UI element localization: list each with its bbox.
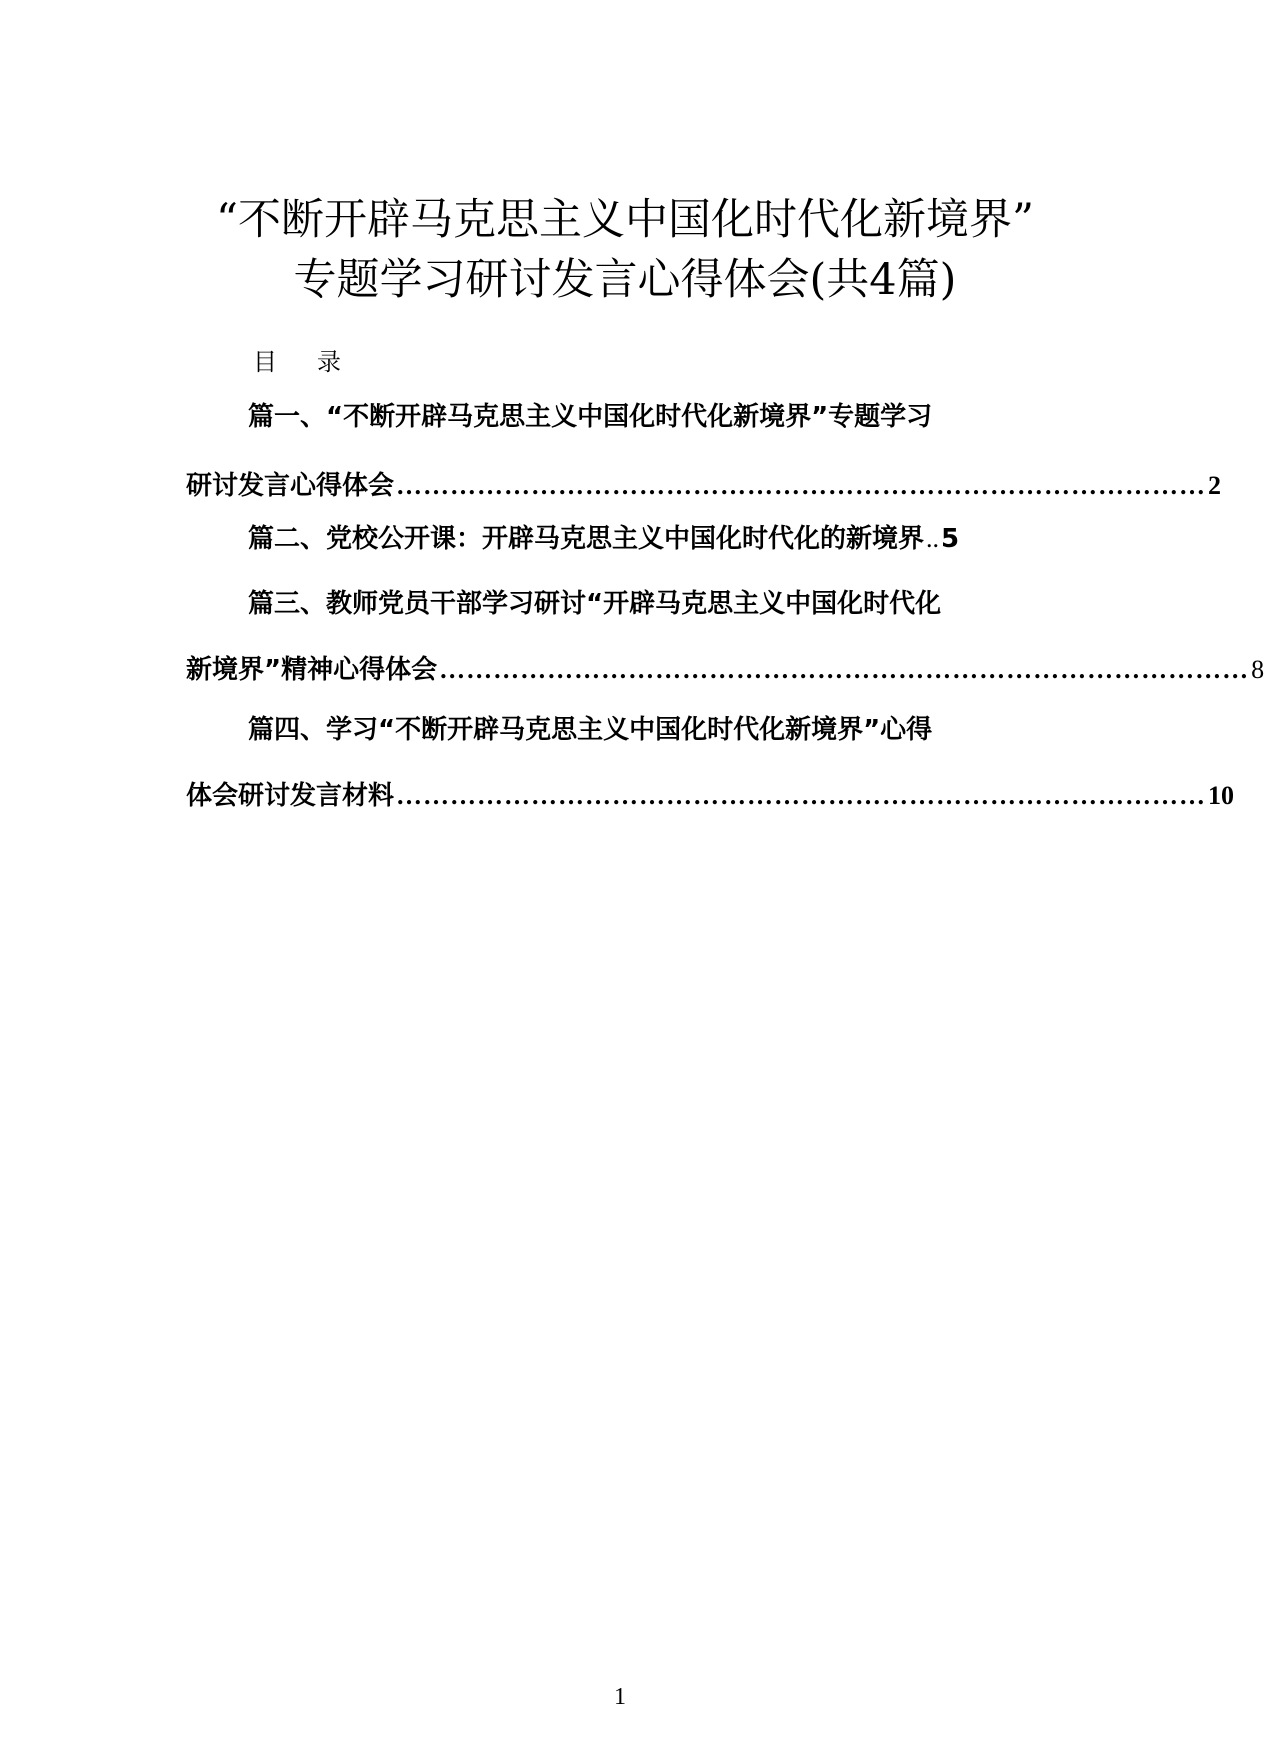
toc-entry-2-leader: .. bbox=[926, 524, 940, 553]
toc-entry-2-line-1[interactable] bbox=[248, 521, 1038, 557]
toc-entry-4-line-2[interactable] bbox=[186, 778, 1235, 814]
toc-entry-1-text: 研讨发言心得体会 bbox=[186, 471, 395, 501]
toc-entry-1-leader: ……………………………………………………………………………… bbox=[396, 471, 1207, 500]
toc-entry-4-line-1[interactable]: 篇四、学习“不断开辟马克思主义中国化时代化新境界”心得 bbox=[248, 715, 933, 745]
toc-entry-1-line-1[interactable]: 篇一、“不断开辟马克思主义中国化时代化新境界”专题学习 bbox=[248, 402, 933, 432]
toc-entry-3-leader: ……………………………………………………………………………… bbox=[439, 655, 1250, 684]
toc-entry-3-line-1[interactable]: 篇三、教师党员干部学习研讨“开辟马克思主义中国化时代化 bbox=[248, 589, 942, 619]
page-number: 1 bbox=[614, 1684, 626, 1710]
toc-entry-4-text: 体会研讨发言材料 bbox=[186, 781, 395, 811]
document-title-line-2: 专题学习研讨发言心得体会(共4篇) bbox=[293, 255, 957, 305]
toc-entry-1-line-2[interactable] bbox=[186, 468, 1222, 504]
toc-entry-2-text: 篇二、党校公开课：开辟马克思主义中国化时代化的新境界 bbox=[248, 524, 925, 554]
toc-entry-3-text: 新境界”精神心得体会 bbox=[186, 655, 438, 685]
toc-entry-4-page: 10 bbox=[1208, 781, 1235, 810]
toc-entry-1-page: 2 bbox=[1208, 471, 1222, 500]
toc-heading-left: 目 bbox=[253, 348, 277, 376]
document-title-line-1: “不断开辟马克思主义中国化时代化新境界” bbox=[216, 195, 1034, 245]
toc-heading bbox=[253, 346, 341, 378]
toc-entry-2-page: 5 bbox=[941, 524, 960, 554]
toc-entry-4-leader: ……………………………………………………………………………… bbox=[396, 781, 1207, 810]
toc-heading-right: 录 bbox=[317, 348, 341, 376]
toc-entry-3-line-2[interactable] bbox=[186, 652, 1264, 688]
toc-entry-3-page: 8 bbox=[1251, 655, 1264, 684]
